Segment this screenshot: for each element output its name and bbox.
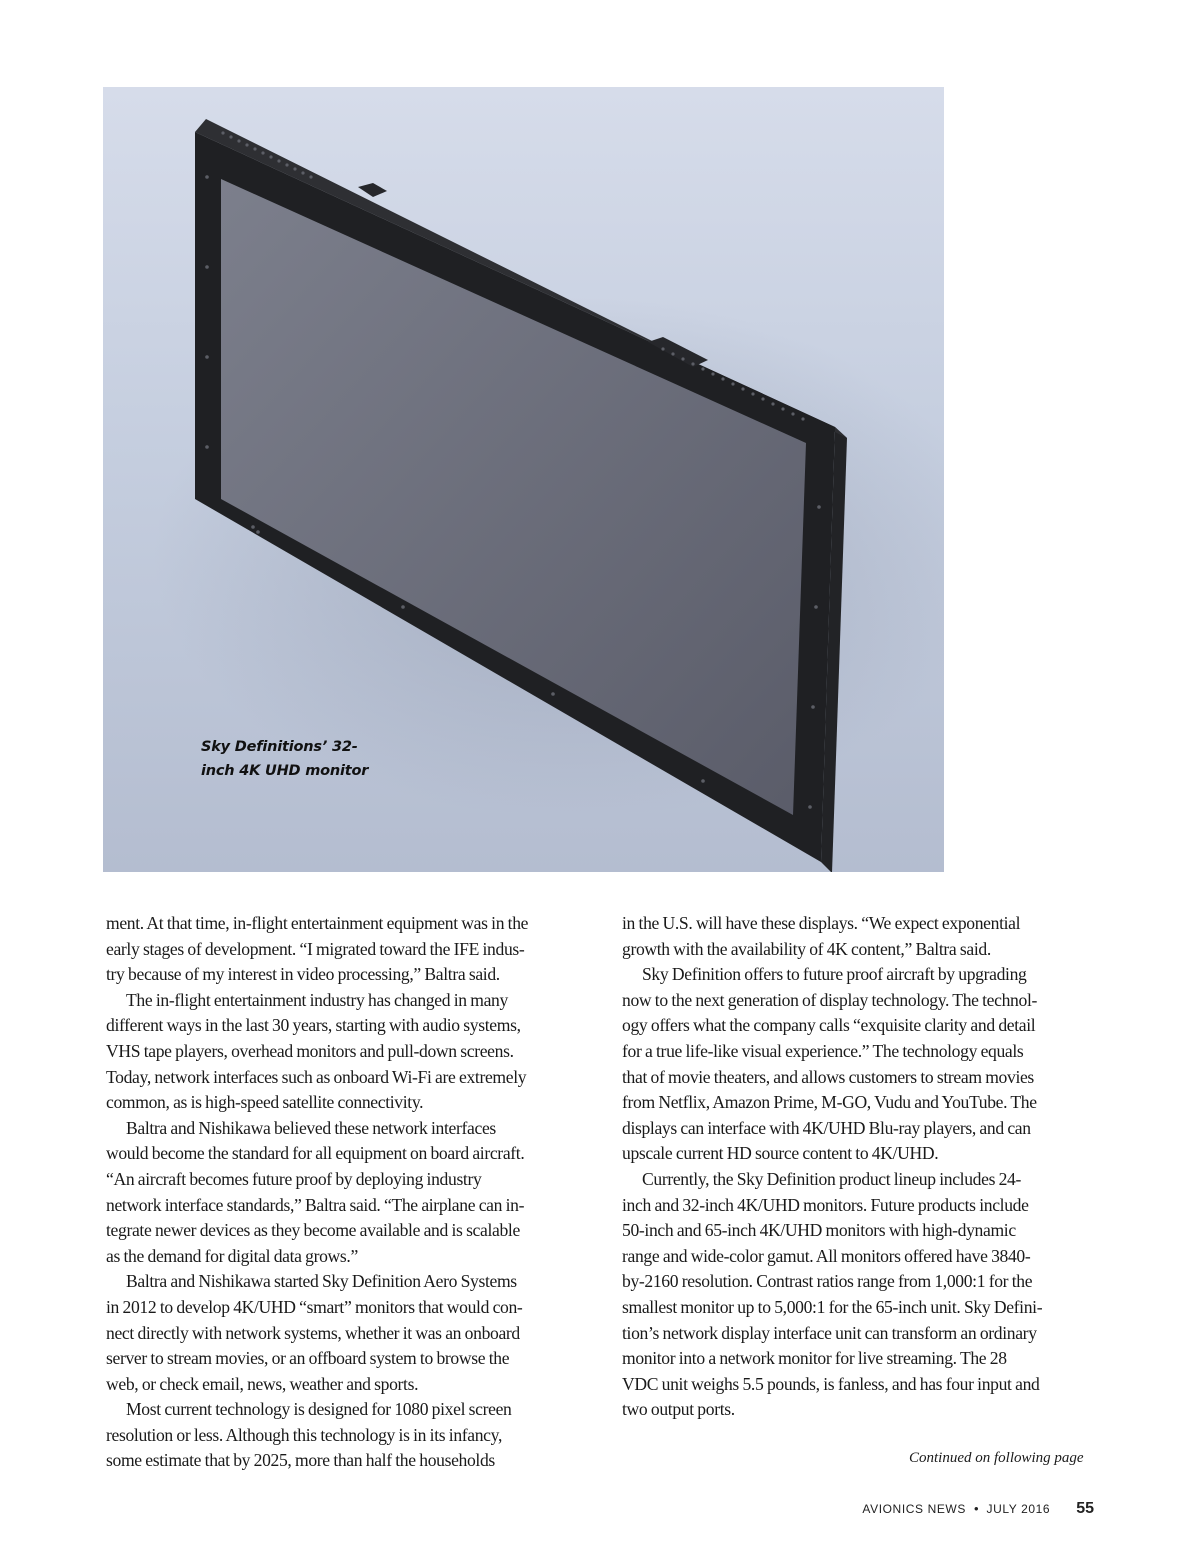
text-line: smallest monitor up to 5,000:1 for the 65-inch unit. Sky Defini- xyxy=(622,1296,1043,1317)
continued-note: Continued on following page xyxy=(909,1450,1084,1466)
page-footer xyxy=(862,1500,1094,1518)
text-line: from Netflix, Amazon Prime, M-GO, Vudu and YouTube. The xyxy=(622,1092,1037,1113)
page-number: 55 xyxy=(1076,1500,1094,1517)
figure-caption xyxy=(201,735,431,783)
text-line: ogy offers what the company calls “exquisite clarity and detail xyxy=(622,1015,1036,1036)
text-line: Baltra and Nishikawa believed these network interfaces xyxy=(126,1117,496,1138)
text-line: The in-flight entertainment industry has changed in many xyxy=(126,989,508,1010)
text-line: ment. At that time, in-flight entertainment equipment was in the xyxy=(106,913,529,933)
text-line: server to stream movies, or an offboard system to browse the xyxy=(106,1348,510,1369)
text-line: different ways in the last 30 years, starting with audio systems, xyxy=(106,1015,521,1036)
text-line: two output ports. xyxy=(622,1399,735,1420)
connector-block-top xyxy=(358,183,387,197)
text-line: growth with the availability of 4K content,” Baltra said. xyxy=(622,938,991,959)
text-line: VDC unit weighs 5.5 pounds, is fanless, and has four input and xyxy=(622,1373,1040,1394)
text-line: inch and 32-inch 4K/UHD monitors. Future products include xyxy=(622,1194,1029,1215)
text-line: in 2012 to develop 4K/UHD “smart” monitors that would con- xyxy=(106,1296,523,1317)
text-line: Today, network interfaces such as onboard Wi-Fi are extremely xyxy=(106,1066,527,1087)
text-line: Sky Definition offers to future proof aircraft by upgrading xyxy=(642,964,1027,985)
text-line: for a true life-like visual experience.” The technology equals xyxy=(622,1040,1024,1061)
article-column-right xyxy=(622,911,1104,1423)
text-line: in the U.S. will have these displays. “We expect exponential xyxy=(622,913,1021,933)
text-line: by-2160 resolution. Contrast ratios range from 1,000:1 for the xyxy=(622,1271,1033,1292)
text-line: web, or check email, news, weather and sports. xyxy=(106,1373,419,1394)
caption-line: inch 4K UHD monitor xyxy=(201,763,369,779)
caption-line: Sky Definitions’ 32- xyxy=(201,739,358,755)
text-line: as the demand for digital data grows.” xyxy=(106,1245,358,1266)
text-line: monitor into a network monitor for live streaming. The 28 xyxy=(622,1348,1007,1369)
text-line: Most current technology is designed for 1080 pixel screen xyxy=(126,1399,512,1420)
text-line: Currently, the Sky Definition product lineup includes 24- xyxy=(642,1168,1022,1189)
text-line: displays can interface with 4K/UHD Blu-ray players, and can xyxy=(622,1117,1031,1138)
text-line: tegrate newer devices as they become available and is scalable xyxy=(106,1220,520,1241)
text-line: that of movie theaters, and allows customers to stream movies xyxy=(622,1066,1034,1087)
text-line: early stages of development. “I migrated toward the IFE indus- xyxy=(106,938,525,959)
footer-separator: • xyxy=(973,1501,979,1516)
text-line: would become the standard for all equipment on board aircraft. xyxy=(106,1143,525,1164)
text-line: network interface standards,” Baltra said. “The airplane can in- xyxy=(106,1194,525,1215)
text-line: Baltra and Nishikawa started Sky Definition Aero Systems xyxy=(126,1271,517,1292)
issue-date: JULY 2016 xyxy=(986,1502,1051,1516)
text-line: now to the next generation of display technology. The technol- xyxy=(622,989,1037,1010)
text-line: VHS tape players, overhead monitors and pull-down screens. xyxy=(106,1040,514,1061)
text-line: nect directly with network systems, whether it was an onboard xyxy=(106,1322,520,1343)
publication-name: AVIONICS NEWS xyxy=(862,1502,966,1516)
text-line: some estimate that by 2025, more than half the households xyxy=(106,1450,495,1471)
text-line: upscale current HD source content to 4K/UHD. xyxy=(622,1143,939,1164)
monitor-photo xyxy=(103,87,944,872)
text-line: common, as is high-speed satellite connectivity. xyxy=(106,1092,424,1113)
text-line: range and wide-color gamut. All monitors offered have 3840- xyxy=(622,1245,1031,1266)
text-line: 50-inch and 65-inch 4K/UHD monitors with high-dynamic xyxy=(622,1220,1016,1241)
text-line: “An aircraft becomes future proof by deploying industry xyxy=(106,1168,482,1189)
text-line: resolution or less. Although this technology is in its infancy, xyxy=(106,1424,502,1445)
text-line: try because of my interest in video processing,” Baltra said. xyxy=(106,964,500,985)
text-line: tion’s network display interface unit can transform an ordinary xyxy=(622,1322,1037,1343)
article-column-left xyxy=(106,911,590,1474)
